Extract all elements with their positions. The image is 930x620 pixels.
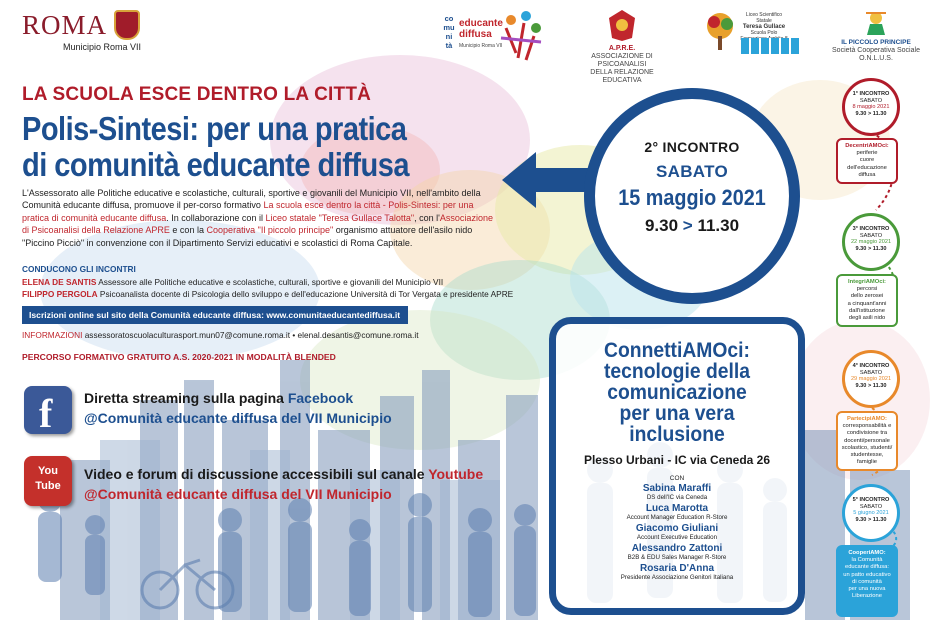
intro-paragraph: L'Assessorato alle Politiche educative e scolastiche, culturali, sportive e giovanili del Municipio VII, nell'ambito della Comunità educante diffusa, promuove il per-corso formativo La scuola esce dentro la città - Polis-Sintesi: per una pratica di comunità educante diffusa. In collaborazione con il Liceo statale "Teresa Gullace Talotta", con l'Associazione di Psicoanalisi della Relazione APRE e con la Cooperativa "Il piccolo principe" organismo attuatore dell'asilo nido "Piccino Picciò" in convenzione con il Dipartimento Servizi educativi e scolastici di Roma Capitale. [22, 188, 494, 249]
presenter-elena: ELENA DE SANTIS Assessore alle Politiche educative e scolastiche, culturali, sportive e giovanili del Municipio VII [22, 277, 444, 287]
timeline-incontro-4: 4° INCONTRO SABATO 29 maggio 2021 9.30 > 11.30 [842, 350, 900, 408]
apre-logo: A.P.R.E. ASSOCIAZIONE DI PSICOANALISI DELLA RELAZIONE EDUCATIVA [582, 8, 662, 85]
event-time: 9.30 > 11.30 [644, 216, 740, 235]
speaker-item: Giacomo Giuliani Account Executive Education [635, 523, 719, 541]
comunita-educante-logo: co mu ni tà educante diffusa Municipio Roma VII [441, 14, 541, 62]
speaker-item: Rosaria D'Anna Presidente Associazione Genitori Italiana [620, 563, 734, 581]
info-line: INFORMAZIONI assessoratoscuolaculturasport.mun07@comune.roma.it • elenal.desantis@comune.roma.it [22, 330, 419, 340]
little-prince-icon [861, 8, 891, 36]
youtube-channel-text: Video e forum di discussione accessibili sul canale Youtube @Comunità educante diffusa del VII Municipio [84, 466, 484, 502]
apre-emblem-icon [607, 8, 637, 42]
timeline-topic-3: IntegriAMOci: percorsi dello zerosei a cinquant'anni dall'istituzione degli asili nido [836, 274, 898, 327]
speaker-item: Luca Marotta Account Manager Education R-Store [626, 503, 728, 521]
presenter-filippo: FILIPPO PERGOLA Psicoanalista docente di Psicologia dello sviluppo e dell'educazione Università di Tor Vergata e presidente APRE [22, 289, 514, 299]
speaker-item: Sabina Maraffi DS dell'IC via Ceneda [642, 483, 712, 501]
roma-crest-icon [114, 10, 140, 40]
kicker-heading: LA SCUOLA ESCE DENTRO LA CITTÀ [22, 84, 372, 105]
speaker-item: Alessandro Zattoni B2B & EDU Sales Manager R-Store [627, 543, 727, 561]
timeline-topic-5: CooperiAMO: la Comunità educante diffusa: un patto educativo di comunità per una nuova Liberazione [836, 545, 898, 617]
piccolo-principe-logo: IL PICCOLO PRINCIPE Società Cooperativa Sociale O.N.L.U.S. [830, 8, 922, 63]
tree-icon [703, 12, 737, 52]
event-venue: Plesso Urbani - IC via Ceneda 26 [583, 453, 771, 467]
facebook-icon[interactable]: f [24, 386, 72, 434]
event-date: 15 maggio 2021 [618, 185, 766, 210]
free-course-note: PERCORSO FORMATIVO GRATUITO A.S. 2020-2021 IN MODALITÀ BLENDED [22, 352, 336, 362]
youtube-channel-link[interactable]: @Comunità educante diffusa del VII Municipio [84, 486, 392, 502]
facebook-page-link[interactable]: @Comunità educante diffusa del VII Municipio [84, 410, 392, 426]
facebook-streaming-text: Diretta streaming sulla pagina Facebook @Comunità educante diffusa del VII Municipio [84, 390, 392, 426]
conducono-heading: CONDUCONO GLI INCONTRI [22, 264, 136, 274]
timeline-incontro-1: 1° INCONTRO SABATO 8 maggio 2021 9.30 > 11.30 [842, 78, 900, 136]
page-title: Polis-Sintesi: per una pratica di comunità educante diffusa [22, 110, 409, 183]
incontro-number: 2° INCONTRO [644, 139, 740, 155]
event-details-box [549, 317, 805, 615]
timeline-incontro-3: 3° INCONTRO SABATO 22 maggio 2021 9.30 > 11.30 [842, 213, 900, 271]
registration-banner[interactable]: Iscrizioni online sul sito della Comunità educante diffusa: www.comunitaeducantediffusa.it [22, 306, 408, 324]
con-label: CON [669, 475, 685, 482]
youtube-icon[interactable]: You Tube [24, 456, 72, 506]
roma-logo-text: ROMA [22, 10, 108, 40]
timeline-incontro-5: 5° INCONTRO SABATO 5 giugno 2021 9.30 > 11.30 [842, 484, 900, 542]
timeline-topic-1: DecentriAMOci: periferie cuore dell'educazione diffusa [836, 138, 898, 184]
timeline-topic-4: PartecipiAMO: corresponsabilità e condivisione tra docenti/personale scolastico, studenti/ studentesse, famiglie [836, 411, 898, 471]
event-title: ConnettiAMOci: tecnologie della comunicazione per una vera inclusione [603, 339, 750, 446]
event-day: SABATO [655, 162, 728, 181]
municipio-label: Municipio Roma VII [63, 42, 142, 52]
liceo-logo: Liceo Scientifico Statale Teresa Gullace Scuola Polo [703, 12, 803, 54]
colorful-kids-icon [496, 8, 546, 64]
event-date-circle [584, 88, 800, 304]
